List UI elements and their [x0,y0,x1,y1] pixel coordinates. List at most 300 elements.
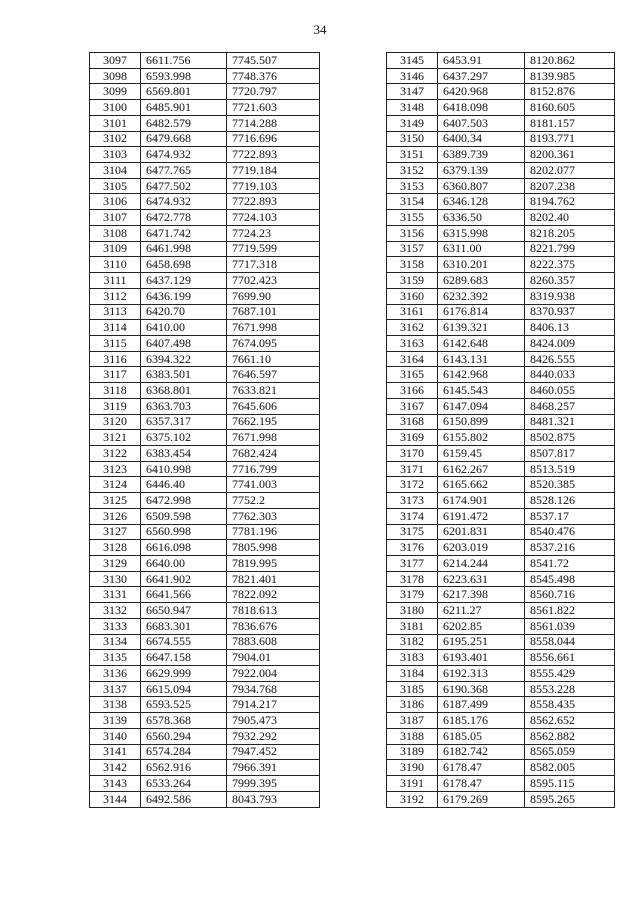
y-coordinate-cell: 7922.004 [227,666,320,682]
y-coordinate-cell: 8319.938 [525,288,615,304]
table-row [387,100,615,116]
y-coordinate-cell: 7752.2 [227,493,320,509]
point-number-cell: 3107 [90,210,141,226]
table-row [387,335,615,351]
y-coordinate-cell: 7724.23 [227,225,320,241]
y-coordinate-cell: 7721.603 [227,100,320,116]
point-number-cell: 3156 [387,225,438,241]
x-coordinate-cell: 6201.831 [438,524,525,540]
table-row [90,728,320,744]
table-row [90,681,320,697]
x-coordinate-cell: 6145.543 [438,383,525,399]
table-row [90,430,320,446]
x-coordinate-cell: 6593.998 [141,68,227,84]
table-row [387,320,615,336]
table-row [90,776,320,792]
x-coordinate-cell: 6641.566 [141,587,227,603]
x-coordinate-cell: 6674.555 [141,634,227,650]
point-number-cell: 3119 [90,398,141,414]
x-coordinate-cell: 6420.968 [438,84,525,100]
table-row [387,398,615,414]
point-number-cell: 3154 [387,194,438,210]
y-coordinate-cell: 7745.507 [227,53,320,69]
page-number: 34 [313,22,327,37]
point-number-cell: 3131 [90,587,141,603]
point-number-cell: 3176 [387,540,438,556]
table-row [387,84,615,100]
y-coordinate-cell: 7671.998 [227,320,320,336]
table-row [387,257,615,273]
y-coordinate-cell: 7805.998 [227,540,320,556]
x-coordinate-cell: 6472.778 [141,210,227,226]
y-coordinate-cell: 7687.101 [227,304,320,320]
point-number-cell: 3122 [90,445,141,461]
table-row [90,194,320,210]
x-coordinate-cell: 6492.586 [141,791,227,807]
table-row [90,225,320,241]
table-row [387,445,615,461]
point-number-cell: 3177 [387,556,438,572]
point-number-cell: 3121 [90,430,141,446]
x-coordinate-cell: 6211.27 [438,603,525,619]
x-coordinate-cell: 6311.00 [438,241,525,257]
point-number-cell: 3114 [90,320,141,336]
point-number-cell: 3146 [387,68,438,84]
x-coordinate-cell: 6383.454 [141,445,227,461]
table-row [90,618,320,634]
table-row [90,320,320,336]
x-coordinate-cell: 6375.102 [141,430,227,446]
x-coordinate-cell: 6179.269 [438,791,525,807]
point-number-cell: 3168 [387,414,438,430]
table-row [387,147,615,163]
table-row [90,241,320,257]
x-coordinate-cell: 6310.201 [438,257,525,273]
point-number-cell: 3136 [90,666,141,682]
x-coordinate-cell: 6165.662 [438,477,525,493]
y-coordinate-cell: 7671.998 [227,430,320,446]
y-coordinate-cell: 8221.799 [525,241,615,257]
y-coordinate-cell: 7819.995 [227,556,320,572]
point-number-cell: 3120 [90,414,141,430]
point-number-cell: 3179 [387,587,438,603]
table-row [90,257,320,273]
y-coordinate-cell: 8537.17 [525,508,615,524]
table-row [90,288,320,304]
x-coordinate-cell: 6407.498 [141,335,227,351]
table-row [90,68,320,84]
table-row [387,760,615,776]
y-coordinate-cell: 8152.876 [525,84,615,100]
table-row [90,367,320,383]
x-coordinate-cell: 6178.47 [438,760,525,776]
point-number-cell: 3185 [387,681,438,697]
x-coordinate-cell: 6383.501 [141,367,227,383]
x-coordinate-cell: 6418.098 [438,100,525,116]
y-coordinate-cell: 8193.771 [525,131,615,147]
table-row [90,650,320,666]
y-coordinate-cell: 7682.424 [227,445,320,461]
y-coordinate-cell: 7724.103 [227,210,320,226]
y-coordinate-cell: 7646.597 [227,367,320,383]
y-coordinate-cell: 8507.817 [525,445,615,461]
y-coordinate-cell: 8502.875 [525,430,615,446]
table-row [387,571,615,587]
y-coordinate-cell: 8562.652 [525,713,615,729]
x-coordinate-cell: 6477.765 [141,163,227,179]
y-coordinate-cell: 7883.608 [227,634,320,650]
table-row [90,335,320,351]
table-row [90,508,320,524]
y-coordinate-cell: 8207.238 [525,178,615,194]
x-coordinate-cell: 6461.998 [141,241,227,257]
table-row [387,461,615,477]
x-coordinate-cell: 6191.472 [438,508,525,524]
x-coordinate-cell: 6410.00 [141,320,227,336]
x-coordinate-cell: 6578.368 [141,713,227,729]
point-number-cell: 3170 [387,445,438,461]
x-coordinate-cell: 6458.698 [141,257,227,273]
table-row [387,603,615,619]
x-coordinate-cell: 6142.968 [438,367,525,383]
y-coordinate-cell: 7836.676 [227,618,320,634]
point-number-cell: 3182 [387,634,438,650]
y-coordinate-cell: 8043.793 [227,791,320,807]
x-coordinate-cell: 6562.916 [141,760,227,776]
x-coordinate-cell: 6187.499 [438,697,525,713]
point-number-cell: 3134 [90,634,141,650]
table-row [90,163,320,179]
y-coordinate-cell: 7947.452 [227,744,320,760]
table-row [387,776,615,792]
y-coordinate-cell: 8481.321 [525,414,615,430]
point-number-cell: 3112 [90,288,141,304]
y-coordinate-cell: 8520.385 [525,477,615,493]
y-coordinate-cell: 8139.985 [525,68,615,84]
x-coordinate-cell: 6533.264 [141,776,227,792]
table-row [387,273,615,289]
table-row [90,760,320,776]
y-coordinate-cell: 8370.937 [525,304,615,320]
y-coordinate-cell: 8561.039 [525,618,615,634]
y-coordinate-cell: 8582.005 [525,760,615,776]
table-row [90,131,320,147]
point-number-cell: 3135 [90,650,141,666]
point-number-cell: 3149 [387,115,438,131]
x-coordinate-cell: 6509.598 [141,508,227,524]
x-coordinate-cell: 6357.317 [141,414,227,430]
point-number-cell: 3115 [90,335,141,351]
point-number-cell: 3152 [387,163,438,179]
point-number-cell: 3171 [387,461,438,477]
table-row [387,241,615,257]
x-coordinate-cell: 6560.294 [141,728,227,744]
table-row [90,540,320,556]
x-coordinate-cell: 6482.579 [141,115,227,131]
point-number-cell: 3150 [387,131,438,147]
y-coordinate-cell: 8556.661 [525,650,615,666]
table-row [90,461,320,477]
x-coordinate-cell: 6360.807 [438,178,525,194]
x-coordinate-cell: 6410.998 [141,461,227,477]
point-number-cell: 3191 [387,776,438,792]
point-number-cell: 3159 [387,273,438,289]
point-number-cell: 3151 [387,147,438,163]
y-coordinate-cell: 7821.401 [227,571,320,587]
y-coordinate-cell: 7934.768 [227,681,320,697]
x-coordinate-cell: 6650.947 [141,603,227,619]
table-row [90,147,320,163]
point-number-cell: 3141 [90,744,141,760]
x-coordinate-cell: 6214.244 [438,556,525,572]
y-coordinate-cell: 8541.72 [525,556,615,572]
table-row [90,713,320,729]
table-row [387,304,615,320]
point-number-cell: 3162 [387,320,438,336]
coordinates-table-left [89,52,320,808]
point-number-cell: 3181 [387,618,438,634]
x-coordinate-cell: 6195.251 [438,634,525,650]
point-number-cell: 3104 [90,163,141,179]
point-number-cell: 3110 [90,257,141,273]
y-coordinate-cell: 7722.893 [227,194,320,210]
table-row [387,115,615,131]
x-coordinate-cell: 6474.932 [141,147,227,163]
table-row [90,791,320,807]
y-coordinate-cell: 8426.555 [525,351,615,367]
point-number-cell: 3183 [387,650,438,666]
point-number-cell: 3153 [387,178,438,194]
point-number-cell: 3144 [90,791,141,807]
table-row [90,414,320,430]
y-coordinate-cell: 8562.882 [525,728,615,744]
y-coordinate-cell: 8553.228 [525,681,615,697]
x-coordinate-cell: 6192.313 [438,666,525,682]
point-number-cell: 3133 [90,618,141,634]
x-coordinate-cell: 6647.158 [141,650,227,666]
point-number-cell: 3116 [90,351,141,367]
table-row [387,178,615,194]
x-coordinate-cell: 6611.756 [141,53,227,69]
x-coordinate-cell: 6155.802 [438,430,525,446]
table-row [387,383,615,399]
x-coordinate-cell: 6182.742 [438,744,525,760]
x-coordinate-cell: 6190.368 [438,681,525,697]
table-row [387,53,615,69]
table-row [90,524,320,540]
point-number-cell: 3106 [90,194,141,210]
y-coordinate-cell: 7717.318 [227,257,320,273]
table-row [90,351,320,367]
y-coordinate-cell: 8545.498 [525,571,615,587]
table-row [90,53,320,69]
x-coordinate-cell: 6363.703 [141,398,227,414]
table-row [90,304,320,320]
point-number-cell: 3184 [387,666,438,682]
point-number-cell: 3180 [387,603,438,619]
table-row [90,744,320,760]
x-coordinate-cell: 6453.91 [438,53,525,69]
table-row [90,587,320,603]
x-coordinate-cell: 6472.998 [141,493,227,509]
point-number-cell: 3137 [90,681,141,697]
table-row [90,273,320,289]
point-number-cell: 3173 [387,493,438,509]
point-number-cell: 3105 [90,178,141,194]
point-number-cell: 3129 [90,556,141,572]
x-coordinate-cell: 6615.094 [141,681,227,697]
point-number-cell: 3125 [90,493,141,509]
x-coordinate-cell: 6203.019 [438,540,525,556]
x-coordinate-cell: 6400.34 [438,131,525,147]
point-number-cell: 3132 [90,603,141,619]
y-coordinate-cell: 8555.429 [525,666,615,682]
x-coordinate-cell: 6569.801 [141,84,227,100]
table-row [387,288,615,304]
x-coordinate-cell: 6407.503 [438,115,525,131]
y-coordinate-cell: 8406.13 [525,320,615,336]
x-coordinate-cell: 6420.70 [141,304,227,320]
x-coordinate-cell: 6142.648 [438,335,525,351]
point-number-cell: 3174 [387,508,438,524]
x-coordinate-cell: 6143.131 [438,351,525,367]
table-row [387,744,615,760]
y-coordinate-cell: 8558.044 [525,634,615,650]
x-coordinate-cell: 6574.284 [141,744,227,760]
point-number-cell: 3128 [90,540,141,556]
point-number-cell: 3145 [387,53,438,69]
x-coordinate-cell: 6147.094 [438,398,525,414]
y-coordinate-cell: 8424.009 [525,335,615,351]
x-coordinate-cell: 6474.932 [141,194,227,210]
y-coordinate-cell: 8160.605 [525,100,615,116]
x-coordinate-cell: 6394.322 [141,351,227,367]
y-coordinate-cell: 7719.599 [227,241,320,257]
table-row [387,618,615,634]
point-number-cell: 3172 [387,477,438,493]
x-coordinate-cell: 6346.128 [438,194,525,210]
x-coordinate-cell: 6641.902 [141,571,227,587]
x-coordinate-cell: 6437.129 [141,273,227,289]
point-number-cell: 3163 [387,335,438,351]
x-coordinate-cell: 6640.00 [141,556,227,572]
y-coordinate-cell: 8595.265 [525,791,615,807]
table-row [387,493,615,509]
table-row [387,194,615,210]
x-coordinate-cell: 6178.47 [438,776,525,792]
point-number-cell: 3139 [90,713,141,729]
point-number-cell: 3109 [90,241,141,257]
table-row [387,524,615,540]
y-coordinate-cell: 8537.216 [525,540,615,556]
x-coordinate-cell: 6436.199 [141,288,227,304]
point-number-cell: 3178 [387,571,438,587]
y-coordinate-cell: 7719.103 [227,178,320,194]
point-number-cell: 3160 [387,288,438,304]
x-coordinate-cell: 6193.401 [438,650,525,666]
point-number-cell: 3188 [387,728,438,744]
x-coordinate-cell: 6368.801 [141,383,227,399]
y-coordinate-cell: 8560.716 [525,587,615,603]
x-coordinate-cell: 6446.40 [141,477,227,493]
point-number-cell: 3126 [90,508,141,524]
x-coordinate-cell: 6150.899 [438,414,525,430]
y-coordinate-cell: 7720.797 [227,84,320,100]
x-coordinate-cell: 6185.176 [438,713,525,729]
point-number-cell: 3140 [90,728,141,744]
x-coordinate-cell: 6139.321 [438,320,525,336]
table-row [387,414,615,430]
table-row [387,791,615,807]
y-coordinate-cell: 8595.115 [525,776,615,792]
table-row [387,131,615,147]
table-row [387,681,615,697]
y-coordinate-cell: 7999.395 [227,776,320,792]
y-coordinate-cell: 8513.519 [525,461,615,477]
y-coordinate-cell: 7904.01 [227,650,320,666]
x-coordinate-cell: 6593.525 [141,697,227,713]
y-coordinate-cell: 7633.821 [227,383,320,399]
table-row [387,556,615,572]
x-coordinate-cell: 6479.668 [141,131,227,147]
y-coordinate-cell: 7674.095 [227,335,320,351]
point-number-cell: 3164 [387,351,438,367]
y-coordinate-cell: 7818.613 [227,603,320,619]
point-number-cell: 3123 [90,461,141,477]
table-row [387,163,615,179]
y-coordinate-cell: 7645.606 [227,398,320,414]
point-number-cell: 3147 [387,84,438,100]
point-number-cell: 3097 [90,53,141,69]
point-number-cell: 3143 [90,776,141,792]
y-coordinate-cell: 7719.184 [227,163,320,179]
table-row [90,697,320,713]
point-number-cell: 3103 [90,147,141,163]
y-coordinate-cell: 7914.217 [227,697,320,713]
y-coordinate-cell: 8561.822 [525,603,615,619]
point-number-cell: 3102 [90,131,141,147]
y-coordinate-cell: 7716.696 [227,131,320,147]
point-number-cell: 3101 [90,115,141,131]
point-number-cell: 3158 [387,257,438,273]
y-coordinate-cell: 8558.435 [525,697,615,713]
point-number-cell: 3189 [387,744,438,760]
table-row [90,556,320,572]
x-coordinate-cell: 6336.50 [438,210,525,226]
y-coordinate-cell: 8440.033 [525,367,615,383]
table-row [90,115,320,131]
x-coordinate-cell: 6162.267 [438,461,525,477]
point-number-cell: 3175 [387,524,438,540]
point-number-cell: 3108 [90,225,141,241]
y-coordinate-cell: 8194.762 [525,194,615,210]
table-row [387,697,615,713]
point-number-cell: 3161 [387,304,438,320]
x-coordinate-cell: 6683.301 [141,618,227,634]
table-row [387,477,615,493]
x-coordinate-cell: 6217.398 [438,587,525,603]
x-coordinate-cell: 6477.502 [141,178,227,194]
y-coordinate-cell: 7661.10 [227,351,320,367]
x-coordinate-cell: 6616.098 [141,540,227,556]
x-coordinate-cell: 6437.297 [438,68,525,84]
x-coordinate-cell: 6379.139 [438,163,525,179]
y-coordinate-cell: 7966.391 [227,760,320,776]
y-coordinate-cell: 7822.092 [227,587,320,603]
table-row [90,445,320,461]
table-row [387,587,615,603]
y-coordinate-cell: 8528.126 [525,493,615,509]
